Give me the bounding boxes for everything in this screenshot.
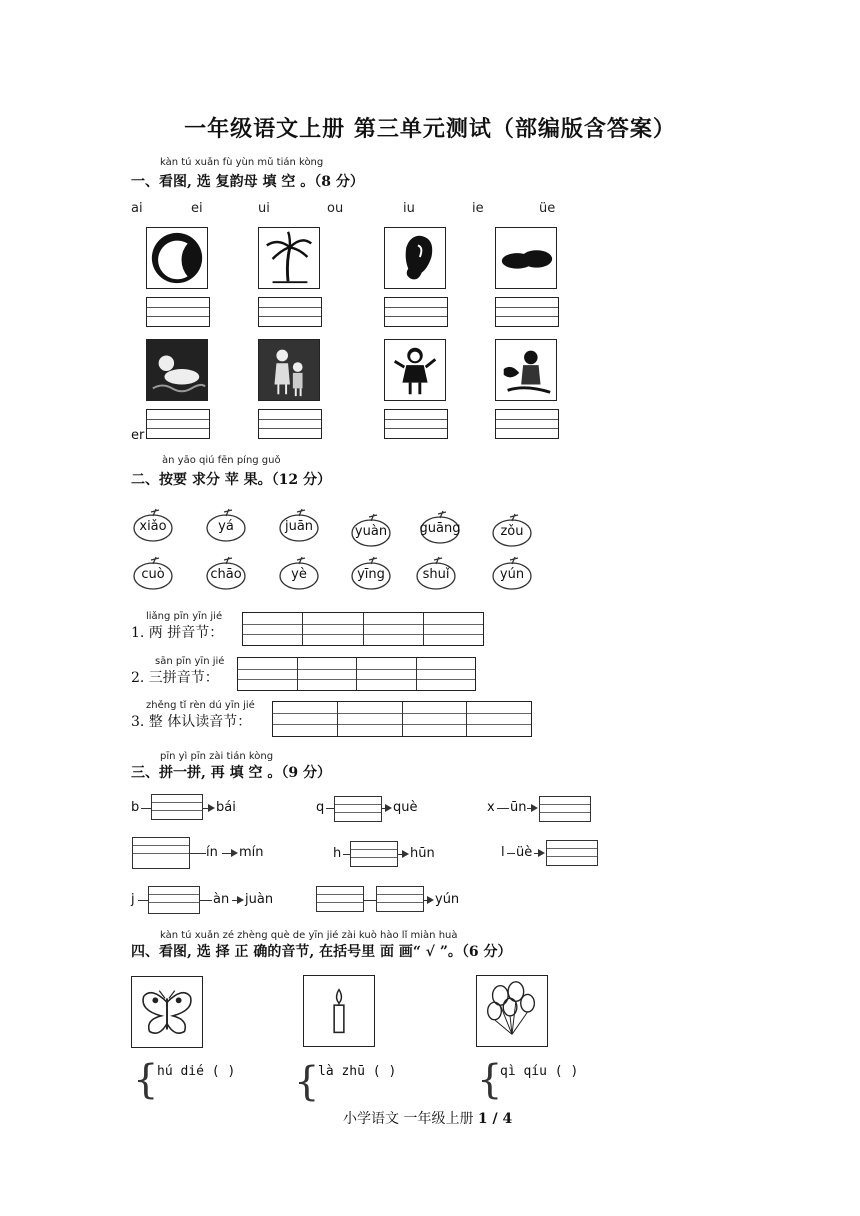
answer-box[interactable] — [258, 297, 322, 327]
initial-letter: b — [131, 800, 140, 815]
connector-line — [497, 808, 509, 809]
apple-text: yá — [218, 519, 234, 534]
fill-box[interactable] — [539, 796, 591, 822]
apple-text: yún — [499, 567, 525, 582]
apple-syllable[interactable] — [131, 556, 175, 590]
section1-heading: 一、看图, 选 复韵母 填 空 。（8 分） — [131, 174, 364, 190]
arrow-icon — [427, 896, 434, 904]
arrow-icon — [208, 804, 215, 812]
final-part: ín — [206, 845, 218, 860]
result-syllable: mín — [239, 845, 264, 860]
connector-line — [190, 853, 206, 854]
connector-line — [326, 808, 334, 809]
apple-text: shuǐ — [422, 567, 450, 582]
final-option: ie — [472, 201, 484, 216]
arrow-icon — [231, 849, 238, 857]
palm-tree-icon — [258, 227, 320, 289]
ear-icon — [384, 227, 446, 289]
arrow-icon — [237, 896, 244, 904]
final-option: ai — [131, 201, 143, 216]
item1-label: 1. 两 拼音节： — [131, 625, 224, 641]
apple-syllable[interactable] — [204, 556, 248, 590]
answer-box[interactable] — [146, 297, 210, 327]
apple-syllable[interactable] — [490, 556, 534, 590]
mother-child-icon — [258, 339, 320, 401]
sweet-potato-icon — [495, 227, 557, 289]
butterfly-icon — [131, 976, 203, 1048]
connector-line — [364, 900, 376, 901]
apple-syllable[interactable] — [277, 556, 321, 590]
fill-box[interactable] — [546, 840, 598, 866]
final-part: üè — [516, 845, 533, 860]
item1-pinyin: liǎng pīn yīn jié — [146, 611, 223, 622]
choice-candle[interactable]: là zhū ( ) — [318, 1064, 397, 1079]
child-with-bird-icon — [495, 339, 557, 401]
apple-text: xiǎo — [139, 519, 167, 534]
section3-heading: 三、拼一拼, 再 填 空 。（9 分） — [131, 765, 331, 781]
moon-icon — [146, 227, 208, 289]
item2-pinyin: sān pīn yīn jié — [155, 656, 225, 667]
answer-box[interactable] — [146, 409, 210, 439]
final-option: ui — [258, 201, 270, 216]
fill-box[interactable] — [316, 886, 364, 912]
page-number: 1 / 4 — [477, 1111, 513, 1127]
apple-syllable[interactable] — [349, 513, 393, 547]
apple-syllable[interactable] — [204, 508, 248, 542]
apple-syllable[interactable] — [131, 508, 175, 542]
apple-syllable[interactable] — [277, 508, 321, 542]
connector-line — [200, 900, 212, 901]
apple-text: cuò — [141, 567, 165, 582]
answer-box[interactable] — [495, 297, 559, 327]
arrow-icon — [385, 804, 392, 812]
finals-row — [0, 201, 860, 221]
result-syllable: hūn — [410, 846, 435, 861]
girl-dancing-icon — [384, 339, 446, 401]
candle-icon — [303, 975, 375, 1047]
fill-box[interactable] — [334, 796, 382, 822]
page-title: 一年级语文上册 第三单元测试（部编版含答案） — [184, 116, 676, 142]
section3-pinyin: pīn yì pīn zài tián kòng — [160, 751, 274, 762]
apple-text: yīng — [357, 567, 385, 582]
balloons-icon — [476, 975, 548, 1047]
whole-syllable-grid[interactable] — [272, 701, 532, 737]
item2-label: 2. 三拼音节： — [131, 670, 219, 686]
child-swimming-icon — [146, 339, 208, 401]
initial-letter: l — [501, 845, 505, 860]
fill-box[interactable] — [376, 886, 424, 912]
initial-letter: q — [316, 800, 325, 815]
final-part: àn — [213, 892, 230, 907]
apple-syllable[interactable] — [490, 513, 534, 547]
apple-text: zǒu — [500, 524, 524, 539]
connector-line — [138, 900, 148, 901]
apple-text: chāo — [210, 567, 242, 582]
section2-pinyin: àn yāo qiú fēn píng guǒ — [162, 455, 281, 466]
result-syllable: què — [393, 800, 418, 815]
apple-text: yè — [291, 567, 307, 582]
answer-box[interactable] — [384, 297, 448, 327]
fill-box[interactable] — [132, 837, 190, 869]
result-syllable: yún — [435, 892, 460, 907]
fill-box[interactable] — [148, 886, 200, 914]
apple-syllable[interactable] — [349, 556, 393, 590]
initial-letter: x — [487, 800, 495, 815]
item3-pinyin: zhěng tǐ rèn dú yīn jié — [146, 700, 255, 711]
initial-letter: h — [333, 846, 342, 861]
section1-pinyin: kàn tú xuǎn fù yùn mǔ tián kòng — [160, 157, 324, 168]
section4-heading: 四、看图, 选 择 正 确的音节, 在括号里 面 画“ √ ”。（6 分） — [131, 944, 512, 960]
answer-box[interactable] — [495, 409, 559, 439]
answer-box[interactable] — [384, 409, 448, 439]
extra-final-er: er — [131, 428, 145, 443]
result-syllable: bái — [216, 800, 236, 815]
arrow-icon — [531, 804, 538, 812]
brace-icon: { — [133, 1057, 159, 1103]
page-footer — [343, 1108, 512, 1128]
brace-icon: { — [477, 1057, 503, 1103]
footer-text: 小学语文 一年级上册 — [343, 1111, 478, 1127]
brace-icon: { — [294, 1059, 320, 1105]
choice-balloons[interactable]: qì qíu ( ) — [500, 1064, 579, 1079]
item3-label: 3. 整 体认读音节： — [131, 714, 252, 730]
apple-text: yuàn — [354, 524, 388, 539]
arrow-icon — [538, 849, 545, 857]
apple-text: juān — [284, 519, 314, 534]
final-option: üe — [539, 201, 556, 216]
arrow-icon — [402, 850, 409, 858]
connector-line — [507, 853, 515, 854]
section4-pinyin: kàn tú xuǎn zé zhèng què de yīn jié zài kuò hào lǐ miàn huà — [160, 930, 458, 941]
answer-box[interactable] — [258, 409, 322, 439]
final-option: iu — [403, 201, 415, 216]
initial-letter: j — [131, 892, 135, 907]
final-part: ūn — [510, 800, 527, 815]
result-syllable: juàn — [245, 892, 274, 907]
connector-line — [141, 808, 151, 809]
three-syllable-grid[interactable] — [237, 657, 476, 691]
apple-syllable[interactable] — [418, 510, 462, 544]
final-option: ei — [191, 201, 203, 216]
choice-butterfly[interactable]: hú dié ( ) — [157, 1064, 236, 1079]
apple-text: guāng — [419, 521, 461, 536]
fill-box[interactable] — [350, 841, 398, 867]
section2-heading: 二、按要 求分 苹 果。（12 分） — [131, 472, 331, 488]
fill-box[interactable] — [151, 794, 203, 820]
apple-syllable[interactable] — [414, 556, 458, 590]
two-syllable-grid[interactable] — [242, 612, 484, 646]
final-option: ou — [327, 201, 344, 216]
